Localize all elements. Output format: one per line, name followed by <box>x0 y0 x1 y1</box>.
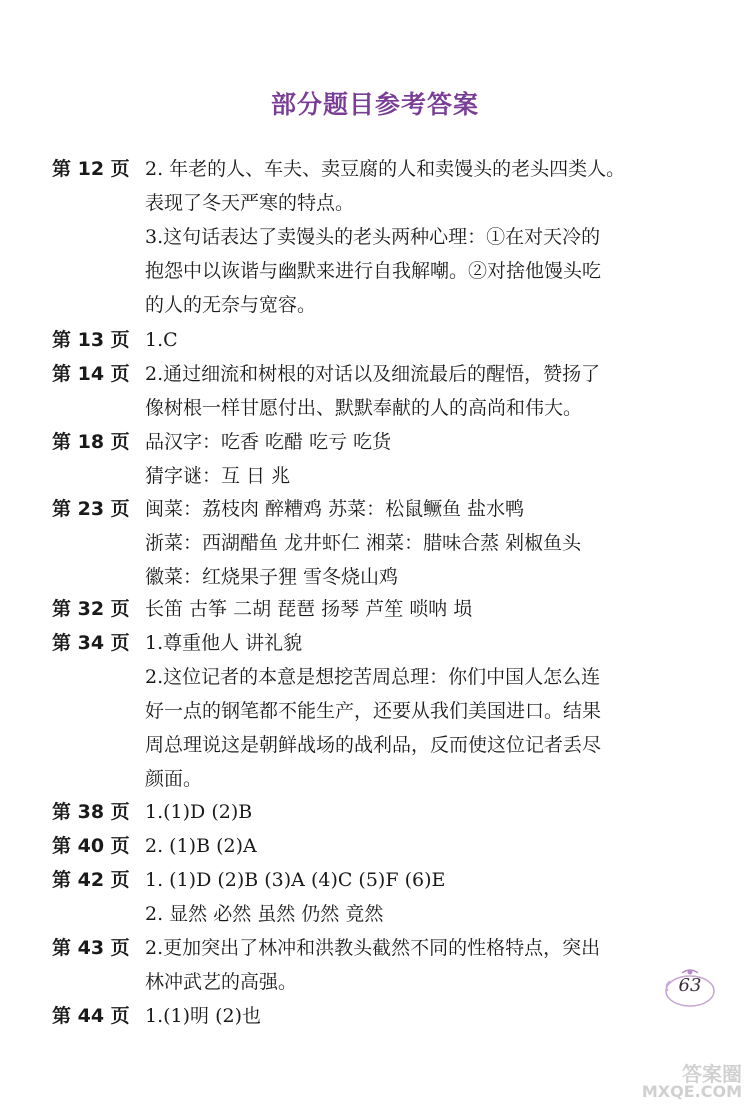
answer-line: 林冲武艺的高强。 <box>145 971 298 993</box>
answer-line: 的人的无奈与宽容。 <box>145 294 317 316</box>
answer-line: 1. (1)D (2)B (3)A (4)C (5)F (6)E <box>145 869 446 891</box>
page-number: 63 <box>678 975 702 996</box>
answer-line: 长笛 古筝 二胡 琵琶 扬琴 芦笙 唢呐 埙 <box>145 598 473 620</box>
answer-line: 表现了冬天严寒的特点。 <box>145 192 355 214</box>
page-label: 第 34 页 <box>52 632 130 654</box>
answer-line: 2. (1)B (2)A <box>145 835 257 857</box>
page-label: 第 18 页 <box>52 431 130 453</box>
page-label: 第 44 页 <box>52 1005 130 1027</box>
answer-line: 抱怨中以诙谐与幽默来进行自我解嘲。②对捨他馒头吃 <box>145 260 602 282</box>
answer-line: 2. 年老的人、车夫、卖豆腐的人和卖馒头的老头四类人。 <box>145 158 626 180</box>
watermark <box>612 1058 742 1102</box>
answer-line: 猜字谜：互 日 兆 <box>145 465 291 487</box>
page-label: 第 23 页 <box>52 498 130 520</box>
answer-line: 好一点的钢笔都不能生产，还要从我们美国进口。结果 <box>145 700 602 722</box>
answer-line: 品汉字：吃香 吃醋 吃亏 吃货 <box>145 431 392 453</box>
answer-line: 2. 显然 必然 虽然 仍然 竟然 <box>145 903 384 925</box>
answer-line: 2.这位记者的本意是想挖苦周总理：你们中国人怎么连 <box>145 666 601 688</box>
answer-line: 1.(1)D (2)B <box>145 801 253 823</box>
answer-line: 浙菜：西湖醋鱼 龙井虾仁 湘菜：腊味合蒸 剁椒鱼头 <box>145 532 582 554</box>
answer-entry <box>0 323 750 357</box>
answer-line: 2.更加突出了林冲和洪教头截然不同的性格特点，突出 <box>145 937 601 959</box>
answer-entry <box>0 931 750 999</box>
page-label: 第 32 页 <box>52 598 130 620</box>
page-title: 部分题目参考答案 <box>270 90 479 119</box>
answer-entry <box>0 795 750 829</box>
page-number-badge <box>662 967 718 1011</box>
answer-entry <box>0 999 750 1033</box>
answer-line: 闽菜：荔枝肉 醉糟鸡 苏菜：松鼠鳜鱼 盐水鸭 <box>145 498 525 520</box>
answer-line: 徽菜：红烧果子狸 雪冬烧山鸡 <box>145 566 399 588</box>
answer-entry <box>0 592 750 626</box>
answer-line: 1.C <box>145 329 178 351</box>
answer-entry <box>0 425 750 493</box>
answer-line: 周总理说这是朝鲜战场的战利品，反而使这位记者丢尽 <box>145 734 602 756</box>
page-label: 第 38 页 <box>52 801 130 823</box>
page-label: 第 43 页 <box>52 937 130 959</box>
answer-line: 1.(1)明 (2)也 <box>145 1005 261 1027</box>
page-label: 第 12 页 <box>52 158 130 180</box>
page-label: 第 14 页 <box>52 363 130 385</box>
answer-entry <box>0 829 750 863</box>
page-label: 第 13 页 <box>52 329 130 351</box>
answer-line: 2.通过细流和树根的对话以及细流最后的醒悟，赞扬了 <box>145 363 601 385</box>
page-label: 第 42 页 <box>52 869 130 891</box>
answer-entry <box>0 492 750 594</box>
answer-entry <box>0 863 750 931</box>
answer-line: 颜面。 <box>145 768 203 790</box>
answer-line: 3.这句话表达了卖馒头的老头两种心理：①在对天冷的 <box>145 226 601 248</box>
answer-line: 像树根一样甘愿付出、默默奉献的人的高尚和伟大。 <box>145 397 583 419</box>
watermark-logo-text: 答案圈 <box>682 1062 742 1086</box>
page-label: 第 40 页 <box>52 835 130 857</box>
answer-entry <box>0 626 750 796</box>
answer-line: 1.尊重他人 讲礼貌 <box>145 632 303 654</box>
watermark-url: MXQE.COM <box>641 1082 742 1101</box>
answer-entry <box>0 357 750 425</box>
answer-entry <box>0 152 750 322</box>
